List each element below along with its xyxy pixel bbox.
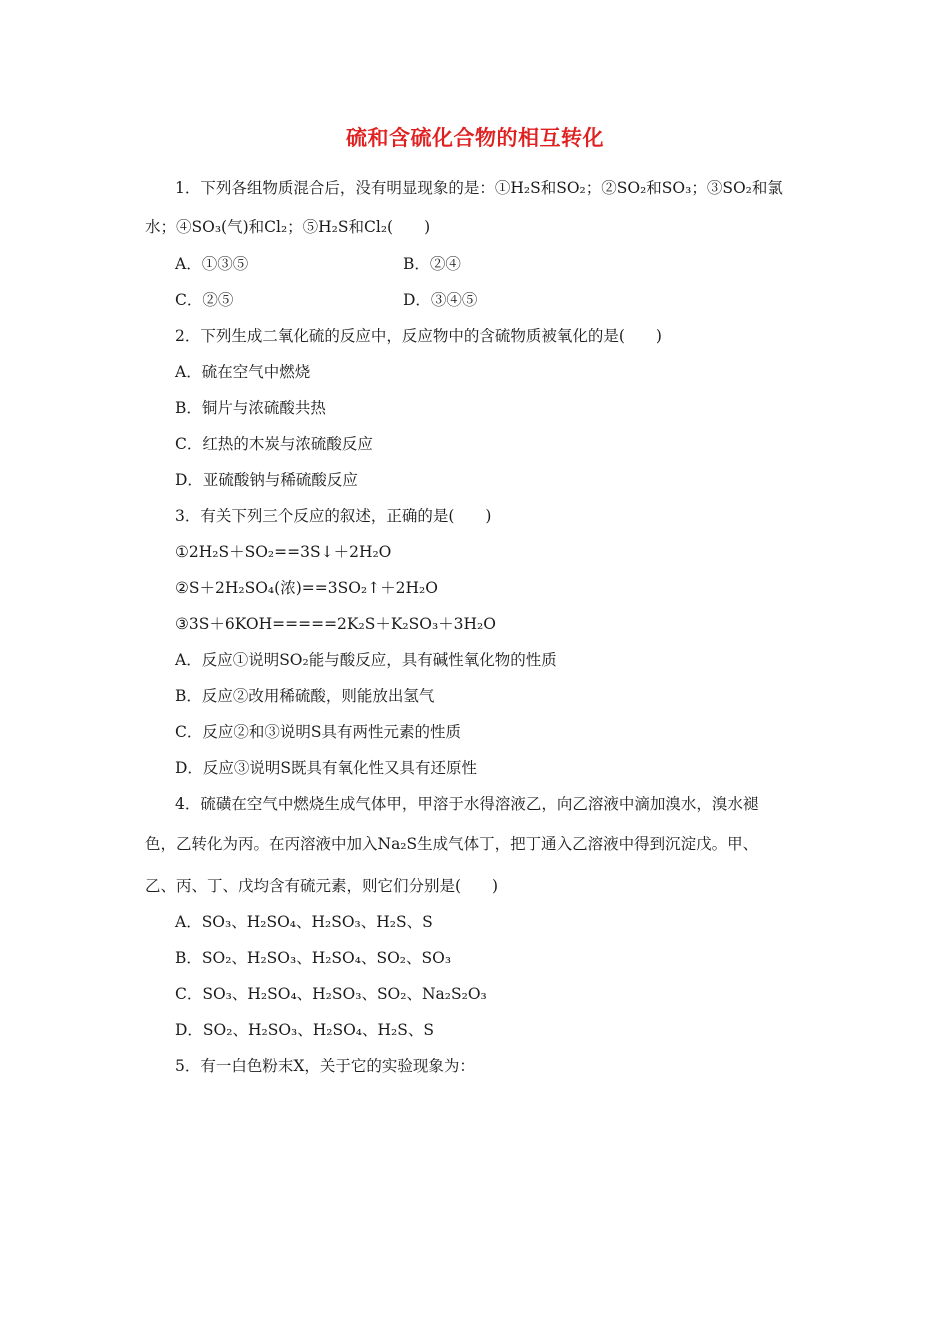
question-5-text: 5．有一白色粉末X，关于它的实验现象为：	[175, 1057, 475, 1075]
question-2-option-b: B．铜片与浓硫酸共热	[175, 399, 326, 417]
question-1-text: 1．下列各组物质混合后，没有明显现象的是：①H₂S和SO₂；②SO₂和SO₃；③SO₂和氯	[175, 179, 783, 197]
question-1-option-d: D．③④⑤	[403, 291, 478, 309]
question-3-reaction-2: ②S＋2H₂SO₄(浓)==3SO₂↑＋2H₂O	[175, 579, 438, 597]
question-4-option-d: D．SO₂、H₂SO₃、H₂SO₄、H₂S、S	[175, 1021, 434, 1039]
question-1-text-cont: 水；④SO₃(气)和Cl₂；⑤H₂S和Cl₂( )	[145, 218, 431, 236]
question-3-text: 3．有关下列三个反应的叙述，正确的是( )	[175, 507, 492, 525]
question-4-option-c: C．SO₃、H₂SO₄、H₂SO₃、SO₂、Na₂S₂O₃	[175, 985, 487, 1003]
question-2-text: 2．下列生成二氧化硫的反应中，反应物中的含硫物质被氧化的是( )	[175, 327, 662, 345]
question-3-option-c: C．反应②和③说明S具有两性元素的性质	[175, 723, 461, 741]
question-1-option-b: B．②④	[403, 255, 461, 273]
question-3-reaction-1: ①2H₂S＋SO₂==3S↓＋2H₂O	[175, 543, 392, 561]
question-1-option-c: C．②⑤	[175, 291, 234, 309]
question-4-text-cont-1: 色，乙转化为丙。在丙溶液中加入Na₂S生成气体丁，把丁通入乙溶液中得到沉淀戊。甲、	[145, 835, 759, 853]
question-2-option-d: D．亚硫酸钠与稀硫酸反应	[175, 471, 358, 489]
question-1-option-a: A．①③⑤	[175, 255, 249, 273]
question-3-option-d: D．反应③说明S既具有氧化性又具有还原性	[175, 759, 478, 777]
question-2-option-c: C．红热的木炭与浓硫酸反应	[175, 435, 373, 453]
question-2-option-a: A．硫在空气中燃烧	[175, 363, 311, 381]
question-3-reaction-3: ③3S＋6KOH=====2K₂S＋K₂SO₃＋3H₂O	[175, 615, 496, 633]
page-title: 硫和含硫化合物的相互转化	[346, 126, 604, 150]
question-4-text-cont-2: 乙、丙、丁、戊均含有硫元素，则它们分别是( )	[145, 877, 499, 895]
question-4-option-b: B．SO₂、H₂SO₃、H₂SO₄、SO₂、SO₃	[175, 949, 452, 967]
question-3-option-a: A．反应①说明SO₂能与酸反应，具有碱性氧化物的性质	[175, 651, 557, 669]
question-3-option-b: B．反应②改用稀硫酸，则能放出氢气	[175, 687, 435, 705]
question-4-text: 4．硫磺在空气中燃烧生成气体甲，甲溶于水得溶液乙，向乙溶液中滴加溴水，溴水褪	[175, 795, 759, 813]
question-4-option-a: A．SO₃、H₂SO₄、H₂SO₃、H₂S、S	[175, 913, 433, 931]
